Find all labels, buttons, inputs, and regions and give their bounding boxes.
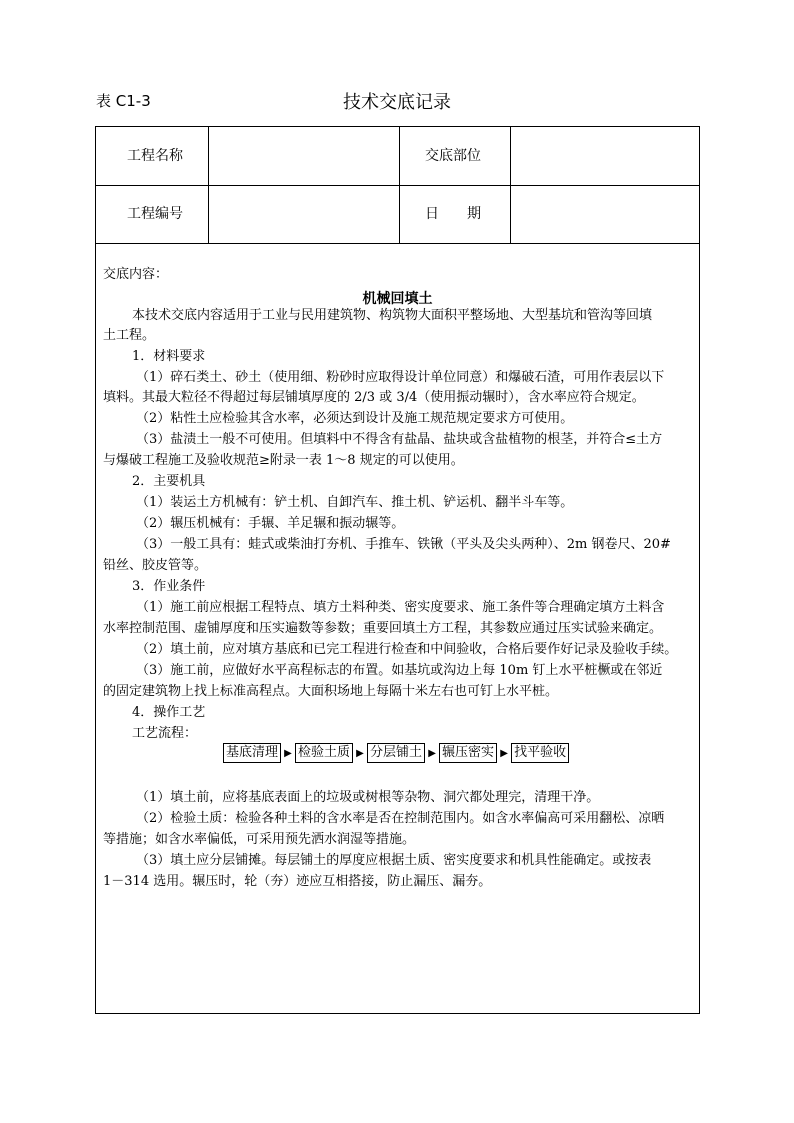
content-line: （3）一般工具有：蛙式或柴油打夯机、手推车、铁锹（平头及尖头两种）、2m 钢卷尺、20# (136, 537, 671, 552)
content-line: （2）检验土质：检验各种土料的含水率是否在控制范围内。如含水率偏高可采用翻松、凉晒 (136, 811, 665, 826)
project-name-label: 工程名称 (127, 148, 183, 164)
content-line: 铅丝、胶皮管等。 (103, 558, 208, 573)
content-line: 本技术交底内容适用于工业与民用建筑物、构筑物大面积平整场地、大型基坑和管沟等回填 (132, 308, 653, 323)
content-line: 填料。其最大粒径不得超过每层铺填厚度的 2/3 或 3/4（使用振动辗时），含水率应符合规定。 (103, 390, 645, 405)
content-line: 1．材料要求 (132, 349, 206, 364)
content-line: 与爆破工程施工及验收规范≥附录一表 1～8 规定的可以使用。 (103, 453, 464, 468)
form-code: 表 C1-3 (96, 92, 151, 110)
content-line: （3）填土应分层铺摊。每层铺土的厚度应根据土质、密实度要求和机具性能确定。或按表 (136, 853, 652, 868)
project-no-label: 工程编号 (127, 206, 183, 222)
content-line: （1）装运土方机械有：铲土机、自卸汽车、推土机、铲运机、翻半斗车等。 (136, 495, 574, 510)
content-line: （2）填土前，应对填方基底和已完工程进行检查和中间验收，合格后要作好记录及验收手续。 (136, 642, 678, 657)
content-line: 土工程。 (103, 328, 156, 343)
content-line: 等措施；如含水率偏低，可采用预先洒水润湿等措施。 (103, 832, 416, 847)
arrow-right-icon: ▶ (428, 747, 436, 759)
document-title: 技术交底记录 (343, 92, 451, 113)
record-form (95, 126, 700, 1014)
date-label: 日 期 (425, 206, 481, 222)
content-line: 的固定建筑物上找上标准高程点。大面积场地上每隔十米左右也可钉上水平桩。 (103, 684, 559, 699)
flow-step: 找平验收 (511, 743, 569, 763)
arrow-right-icon: ▶ (284, 747, 292, 759)
section-title: 机械回填土 (362, 291, 433, 307)
flow-step: 分层铺土 (367, 743, 425, 763)
flow-step: 检验土质 (295, 743, 353, 763)
content-line: 水率控制范围、虚铺厚度和压实遍数等参数；重要回填土方工程，其参数应通过压实试验来确定。 (103, 621, 663, 636)
content-area (96, 245, 699, 1013)
process-flow (223, 743, 569, 763)
content-line: （3）盐渍土一般不可使用。但填料中不得含有盐晶、盐块或含盐植物的根茎，并符合≤土方 (136, 432, 663, 447)
flow-step: 基底清理 (223, 743, 281, 763)
content-line: 4．操作工艺 (132, 705, 206, 720)
content-line: 2．主要机具 (132, 474, 206, 489)
content-line: （1）碎石类土、砂土（使用细、粉砂时应取得设计单位同意）和爆破石渣，可用作表层以下 (136, 370, 665, 385)
content-line: （1）施工前应根据工程特点、填方土料种类、密实度要求、施工条件等合理确定填方土料含 (136, 600, 665, 615)
arrow-right-icon: ▶ (356, 747, 364, 759)
content-line: 工艺流程： (132, 726, 198, 741)
header-row-1 (96, 127, 699, 186)
arrow-right-icon: ▶ (500, 747, 508, 759)
content-line: 3．作业条件 (132, 579, 206, 594)
content-line: （2）辗压机械有：手辗、羊足辗和振动辗等。 (136, 516, 405, 531)
content-label: 交底内容： (103, 267, 169, 282)
content-line: （1）填土前，应将基底表面上的垃圾或树根等杂物、洞穴都处理完，清理干净。 (136, 790, 600, 805)
flow-step: 辗压密实 (439, 743, 497, 763)
location-label: 交底部位 (425, 148, 481, 164)
content-line: 1－314 选用。辗压时，轮（夯）迹应互相搭接，防止漏压、漏夯。 (103, 874, 492, 889)
content-line: （3）施工前，应做好水平高程标志的布置。如基坑或沟边上每 10m 钉上水平桩橛或在邻近 (136, 663, 663, 678)
content-line: （2）粘性土应检验其含水率，必须达到设计及施工规范规定要求方可使用。 (136, 411, 574, 426)
header-row-2 (96, 185, 699, 244)
